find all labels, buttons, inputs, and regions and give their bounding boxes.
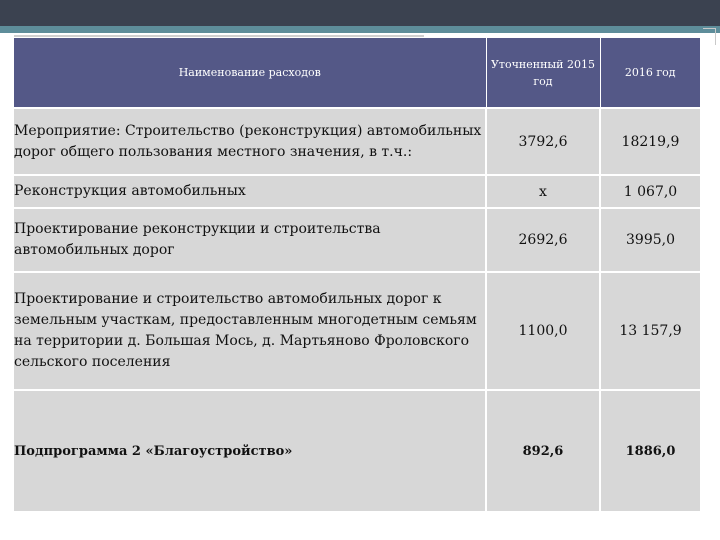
table-row	[14, 175, 700, 208]
table-row	[14, 108, 700, 175]
table-row	[14, 208, 700, 272]
row-value-2016: 13 157,9	[600, 272, 700, 390]
corner-decoration	[703, 28, 716, 45]
row-value-2016: 18219,9	[600, 108, 700, 175]
row-value-2015: 892,6	[486, 390, 600, 512]
header-expense-name: Наименование расходов	[14, 38, 486, 108]
row-value-2016: 1886,0	[600, 390, 700, 512]
row-value-2015: 3792,6	[486, 108, 600, 175]
header-2015: Уточненный 2015 год	[486, 38, 600, 108]
row-name: Проектирование и строительство автомобильных дорог к земельным участкам, предоставленным многодетным семьям на территории д. Большая Мось, д. Мартьяново Фроловского сельского поселения	[14, 272, 486, 390]
top-rule	[14, 35, 424, 37]
expenses-table	[14, 38, 700, 513]
table-row	[14, 272, 700, 390]
row-name: Мероприятие: Строительство (реконструкция) автомобильных дорог общего пользования местного значения, в т.ч.:	[14, 108, 486, 175]
row-name: Проектирование реконструкции и строительства автомобильных дорог	[14, 208, 486, 272]
header-2016: 2016 год	[600, 38, 700, 108]
row-value-2015: х	[486, 175, 600, 208]
row-name: Реконструкция автомобильных	[14, 175, 486, 208]
row-value-2016: 3995,0	[600, 208, 700, 272]
table-row-subprogram	[14, 390, 700, 512]
row-value-2016: 1 067,0	[600, 175, 700, 208]
table-header-row	[14, 38, 700, 108]
row-name: Подпрограмма 2 «Благоустройство»	[14, 390, 486, 512]
slide-accent-stripe	[0, 26, 720, 33]
slide-top-bar	[0, 0, 720, 26]
row-value-2015: 1100,0	[486, 272, 600, 390]
row-value-2015: 2692,6	[486, 208, 600, 272]
